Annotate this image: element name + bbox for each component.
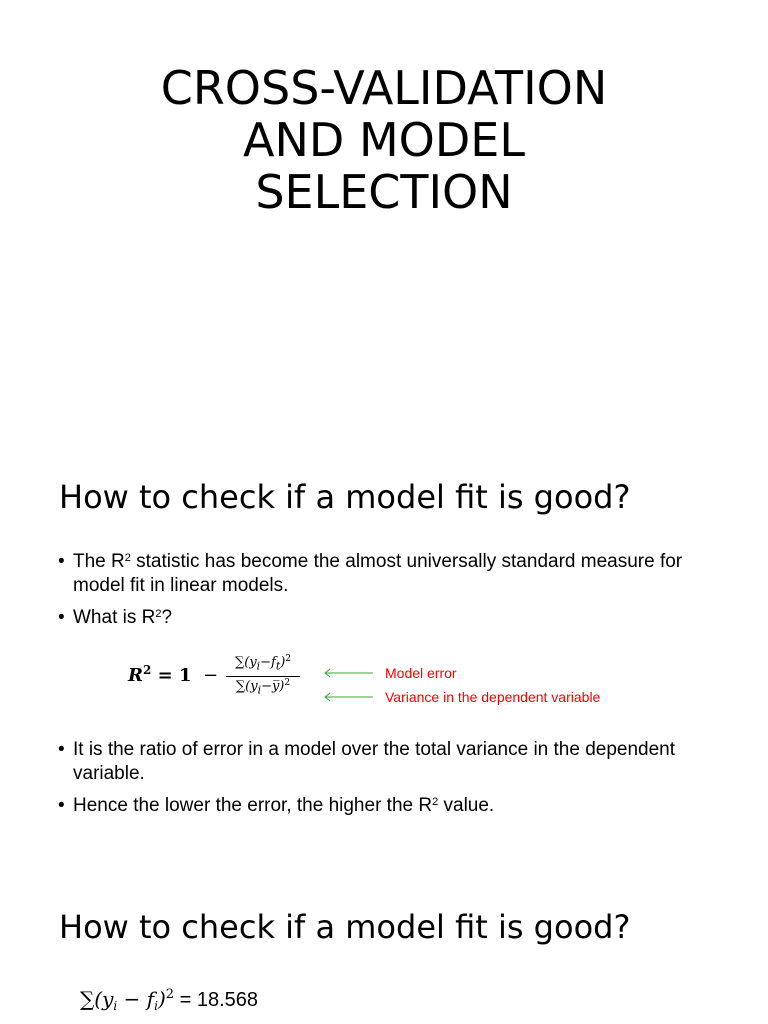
formula-numerator (226, 654, 300, 675)
title-line: AND MODEL (243, 113, 525, 167)
bullet-item (58, 738, 718, 786)
formula-part: ) (157, 987, 166, 1011)
formula-part: 2 (285, 654, 292, 664)
sum-of-squares-slide (0, 870, 768, 1024)
title-slide (0, 0, 768, 440)
formula-part: i (113, 999, 118, 1013)
superscript: 2 (432, 796, 439, 808)
bullet-item (58, 794, 718, 818)
formula-minus: − (203, 665, 219, 686)
formula-part: 2 (284, 677, 291, 688)
formula-part: ∑(y (234, 655, 257, 670)
bullet-text: It is the ratio of error in a model over the total variance in the dependent variable. (73, 739, 676, 784)
formula-exponent: 2 (142, 663, 152, 677)
formula-part: ∑(y (235, 678, 258, 694)
bullet-text: statistic has become the almost universally standard measure for model fit in linear models. (73, 551, 683, 596)
left-arrow-icon (323, 668, 373, 678)
bullet-marker: • (58, 607, 65, 628)
sum-value: = 18.568 (174, 989, 259, 1011)
r-squared-formula (128, 652, 648, 704)
title-line: SELECTION (255, 165, 513, 219)
formula-part: −y̅) (261, 678, 285, 694)
bullet-list (58, 550, 718, 638)
superscript: 2 (124, 552, 131, 564)
formula-part: ) (280, 655, 286, 670)
formula-part: −f (260, 655, 276, 670)
formula-part: i (256, 659, 261, 673)
bullet-text: The R (73, 551, 125, 572)
r-squared-slide (0, 440, 768, 860)
variance-annotation: Variance in the dependent variable (385, 689, 601, 705)
bullet-marker: • (58, 795, 65, 816)
formula-equals: = 1 (157, 665, 192, 686)
formula-part: − f (117, 987, 155, 1011)
superscript: 2 (155, 608, 162, 620)
model-error-annotation: Model error (385, 665, 457, 681)
formula-part: t (275, 659, 281, 673)
formula-part: ∑(y (80, 987, 114, 1011)
formula-symbol: R (128, 665, 143, 686)
bullet-item (58, 606, 718, 630)
fraction-bar (226, 676, 300, 677)
left-arrow-icon (323, 692, 373, 702)
bullet-text: Hence the lower the error, the higher the R (73, 795, 433, 816)
bullet-item (58, 550, 718, 598)
formula-lhs (128, 665, 191, 686)
formula-part: i (257, 683, 262, 697)
sum-of-squared-errors (80, 987, 258, 1012)
title-line: CROSS-VALIDATION (160, 61, 608, 115)
formula-denominator (226, 678, 300, 699)
bullet-text: ? (161, 607, 173, 628)
formula-part: i (154, 999, 158, 1013)
bullet-list (58, 738, 718, 826)
bullet-text: value. (438, 795, 495, 816)
formula-fraction (226, 654, 300, 698)
bullet-marker: • (58, 739, 65, 760)
slide-heading: How to check if a model fit is good? (59, 908, 631, 946)
slide-heading: How to check if a model fit is good? (59, 478, 631, 516)
formula-part: 2 (165, 987, 175, 1002)
presentation-title (0, 62, 768, 218)
sum-expression (80, 987, 174, 1011)
bullet-text: What is R (73, 607, 156, 628)
bullet-marker: • (58, 551, 65, 572)
